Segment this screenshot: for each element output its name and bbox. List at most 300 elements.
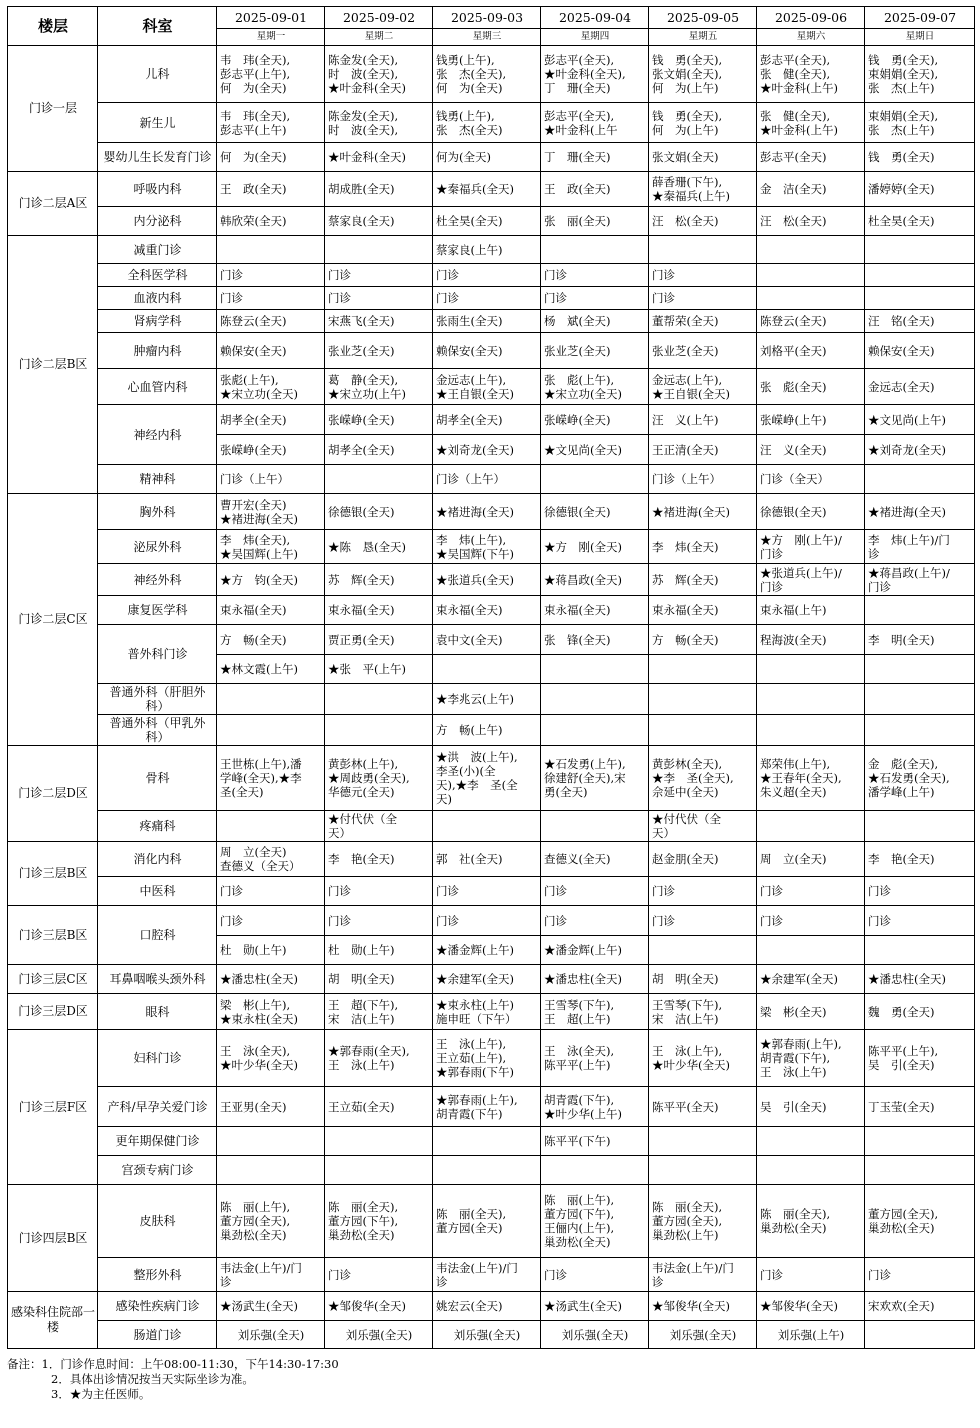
doctor-schedule-cell: 张嵘峥(全天) bbox=[325, 405, 433, 435]
doctor-schedule-cell bbox=[217, 1127, 325, 1156]
doctor-schedule-cell: 门诊（上午） bbox=[217, 465, 325, 494]
doctor-schedule-cell: 王 政(全天) bbox=[541, 172, 649, 207]
doctor-schedule-cell bbox=[757, 811, 865, 842]
doctor-schedule-cell bbox=[757, 936, 865, 965]
doctor-schedule-cell bbox=[325, 465, 433, 494]
doctor-schedule-cell: 陈 丽(全天), 董方园(全天) bbox=[433, 1185, 541, 1258]
doctor-schedule-cell: ★褚进海(全天) bbox=[865, 494, 975, 530]
schedule-row bbox=[8, 287, 975, 310]
doctor-schedule-cell: 汪 松(全天) bbox=[649, 207, 757, 236]
floor-cell: 门诊三层B区 bbox=[8, 906, 98, 965]
doctor-schedule-cell: 金远志(全天) bbox=[865, 369, 975, 405]
department-cell: 皮肤科 bbox=[98, 1185, 217, 1258]
schedule-row bbox=[8, 1292, 975, 1321]
doctor-schedule-cell bbox=[217, 684, 325, 715]
weekday-header: 星期三 bbox=[433, 29, 541, 46]
date-header: 2025-09-04 bbox=[541, 7, 649, 29]
department-cell: 胸外科 bbox=[98, 494, 217, 530]
schedule-row bbox=[8, 715, 975, 746]
doctor-schedule-cell: 陈 丽(上午), 董方园(下午), 王俪内(上午), 巢劲松(全天) bbox=[541, 1185, 649, 1258]
department-cell: 整形外科 bbox=[98, 1258, 217, 1292]
doctor-schedule-cell: 钱 勇(全天), 张文娟(全天), 何 为(上午) bbox=[649, 46, 757, 103]
doctor-schedule-cell bbox=[433, 1156, 541, 1185]
schedule-row bbox=[8, 842, 975, 877]
doctor-schedule-cell: ★褚进海(全天) bbox=[433, 494, 541, 530]
doctor-schedule-cell: 宋欢欢(全天) bbox=[865, 1292, 975, 1321]
doctor-schedule-cell: 李 明(全天) bbox=[865, 625, 975, 655]
department-cell: 新生儿 bbox=[98, 103, 217, 143]
doctor-schedule-cell: 门诊（上午） bbox=[649, 465, 757, 494]
schedule-row bbox=[8, 46, 975, 103]
doctor-schedule-cell: 周 立(全天) 查德义（全天） bbox=[217, 842, 325, 877]
doctor-schedule-cell: ★陈 恳(全天) bbox=[325, 530, 433, 564]
doctor-schedule-cell: ★余建军(全天) bbox=[433, 965, 541, 994]
doctor-schedule-cell: 张嵘峥(全天) bbox=[217, 435, 325, 465]
doctor-schedule-cell: ★蒋昌政(上午)/ 门诊 bbox=[865, 564, 975, 596]
doctor-schedule-cell: 胡 明(全天) bbox=[325, 965, 433, 994]
doctor-schedule-cell: 门诊 bbox=[541, 877, 649, 906]
note-line: 备注：1．门诊作息时间：上午08:00-11:30，下午14:30-17:30 bbox=[7, 1357, 339, 1371]
doctor-schedule-cell: 陈金发(全天), 时 波(全天), bbox=[325, 103, 433, 143]
weekday-header: 星期一 bbox=[217, 29, 325, 46]
doctor-schedule-cell: 束永福(全天) bbox=[433, 596, 541, 625]
doctor-schedule-cell: 门诊 bbox=[217, 264, 325, 287]
doctor-schedule-cell: 张 锋(全天) bbox=[541, 625, 649, 655]
department-cell: 内分泌科 bbox=[98, 207, 217, 236]
doctor-schedule-cell: ★邹俊华(全天) bbox=[757, 1292, 865, 1321]
doctor-schedule-cell: ★刘奇龙(全天) bbox=[433, 435, 541, 465]
doctor-schedule-cell: 李 艳(全天) bbox=[325, 842, 433, 877]
doctor-schedule-cell: 杜全昊(全天) bbox=[865, 207, 975, 236]
doctor-schedule-cell bbox=[649, 936, 757, 965]
doctor-schedule-cell: 李 炜(上午), ★吴国辉(下午) bbox=[433, 530, 541, 564]
doctor-schedule-cell: ★叶金科(全天) bbox=[325, 143, 433, 172]
doctor-schedule-cell: 韦法金(上午)/门 诊 bbox=[217, 1258, 325, 1292]
doctor-schedule-cell: 汪 义(上午) bbox=[649, 405, 757, 435]
doctor-schedule-cell: 门诊 bbox=[433, 906, 541, 936]
department-cell: 中医科 bbox=[98, 877, 217, 906]
department-cell: 耳鼻咽喉头颈外科 bbox=[98, 965, 217, 994]
doctor-schedule-cell: 张业芝(全天) bbox=[325, 333, 433, 369]
doctor-schedule-cell: 宋燕飞(全天) bbox=[325, 310, 433, 333]
doctor-schedule-cell: 李 炜(全天) bbox=[649, 530, 757, 564]
department-cell: 神经外科 bbox=[98, 564, 217, 596]
doctor-schedule-cell: 丁 珊(全天) bbox=[541, 143, 649, 172]
doctor-schedule-cell: 杜全昊(全天) bbox=[433, 207, 541, 236]
doctor-schedule-cell bbox=[865, 655, 975, 684]
doctor-schedule-cell: 张业芝(全天) bbox=[541, 333, 649, 369]
doctor-schedule-cell: 钱勇(上午), 张 杰(全天) bbox=[433, 103, 541, 143]
note-line: 2．具体出诊情况按当天实际坐诊为准。 bbox=[51, 1372, 254, 1386]
schedule-row bbox=[8, 684, 975, 715]
header-row-dates bbox=[8, 7, 975, 29]
doctor-schedule-cell: 张嵘峥(上午) bbox=[757, 405, 865, 435]
doctor-schedule-cell: 方 畅(全天) bbox=[649, 625, 757, 655]
doctor-schedule-cell: 刘乐强(全天) bbox=[217, 1321, 325, 1349]
doctor-schedule-cell: 王 泳(全天), 陈平平(上午) bbox=[541, 1030, 649, 1087]
department-cell: 肠道门诊 bbox=[98, 1321, 217, 1349]
doctor-schedule-cell: 陈 丽(全天), 巢劲松(全天) bbox=[757, 1185, 865, 1258]
schedule-row bbox=[8, 264, 975, 287]
doctor-schedule-cell: 韦法金(上午)/门 诊 bbox=[433, 1258, 541, 1292]
doctor-schedule-cell: ★潘忠柱(全天) bbox=[541, 965, 649, 994]
schedule-row bbox=[8, 310, 975, 333]
date-header: 2025-09-01 bbox=[217, 7, 325, 29]
floor-cell: 门诊二层C区 bbox=[8, 494, 98, 746]
floor-cell: 门诊二层A区 bbox=[8, 172, 98, 236]
department-cell: 眼科 bbox=[98, 994, 217, 1030]
doctor-schedule-cell: ★余建军(全天) bbox=[757, 965, 865, 994]
schedule-row bbox=[8, 405, 975, 435]
doctor-schedule-cell: 黄彭林(全天), ★李 圣(全天), 佘延中(全天) bbox=[649, 746, 757, 811]
doctor-schedule-cell: 蔡家良(全天) bbox=[325, 207, 433, 236]
department-cell: 泌尿外科 bbox=[98, 530, 217, 564]
schedule-row bbox=[8, 965, 975, 994]
schedule-row bbox=[8, 1185, 975, 1258]
schedule-row bbox=[8, 333, 975, 369]
weekday-header: 星期六 bbox=[757, 29, 865, 46]
schedule-row bbox=[8, 1321, 975, 1349]
doctor-schedule-cell: 杜 勋(上午) bbox=[325, 936, 433, 965]
doctor-schedule-cell bbox=[865, 465, 975, 494]
doctor-schedule-cell: 刘乐强(全天) bbox=[649, 1321, 757, 1349]
doctor-schedule-cell: 金 洁(全天) bbox=[757, 172, 865, 207]
doctor-schedule-cell: 何为(全天) bbox=[433, 143, 541, 172]
doctor-schedule-cell bbox=[649, 684, 757, 715]
floor-cell: 门诊三层D区 bbox=[8, 994, 98, 1030]
department-cell: 呼吸内科 bbox=[98, 172, 217, 207]
doctor-schedule-cell: 张文娟(全天) bbox=[649, 143, 757, 172]
doctor-schedule-cell: 金远志(上午), ★王自银(全天) bbox=[649, 369, 757, 405]
department-cell: 肾病学科 bbox=[98, 310, 217, 333]
doctor-schedule-cell: 门诊 bbox=[865, 877, 975, 906]
doctor-schedule-cell: 钱 勇(全天) bbox=[865, 143, 975, 172]
doctor-schedule-cell: ★邹俊华(全天) bbox=[325, 1292, 433, 1321]
schedule-table bbox=[7, 6, 975, 1349]
doctor-schedule-cell bbox=[541, 465, 649, 494]
doctor-schedule-cell: 门诊 bbox=[433, 877, 541, 906]
schedule-row bbox=[8, 369, 975, 405]
floor-header: 楼层 bbox=[8, 7, 98, 46]
doctor-schedule-cell bbox=[757, 236, 865, 264]
doctor-schedule-cell bbox=[865, 1321, 975, 1349]
doctor-schedule-cell: 门诊 bbox=[433, 264, 541, 287]
doctor-schedule-cell: 董帮荣(全天) bbox=[649, 310, 757, 333]
doctor-schedule-cell: 门诊 bbox=[649, 264, 757, 287]
doctor-schedule-cell bbox=[865, 1127, 975, 1156]
doctor-schedule-cell: 刘乐强(上午) bbox=[757, 1321, 865, 1349]
doctor-schedule-cell bbox=[865, 596, 975, 625]
doctor-schedule-cell: ★郭春雨(上午), 胡青霞(下午), 王 泳(上午) bbox=[757, 1030, 865, 1087]
doctor-schedule-cell: 刘乐强(全天) bbox=[325, 1321, 433, 1349]
doctor-schedule-cell bbox=[865, 1156, 975, 1185]
doctor-schedule-cell: 杜 勋(上午) bbox=[217, 936, 325, 965]
schedule-row bbox=[8, 746, 975, 811]
doctor-schedule-cell: 姚宏云(全天) bbox=[433, 1292, 541, 1321]
doctor-schedule-cell: 梁 彬(上午), ★束永柱(全天) bbox=[217, 994, 325, 1030]
doctor-schedule-cell: 胡成胜(全天) bbox=[325, 172, 433, 207]
doctor-schedule-cell: 王雪琴(下午), 王 超(上午) bbox=[541, 994, 649, 1030]
doctor-schedule-cell: ★方 刚(上午)/ 门诊 bbox=[757, 530, 865, 564]
doctor-schedule-cell: 王 政(全天) bbox=[217, 172, 325, 207]
doctor-schedule-cell: 郑荣伟(上午), ★王春年(全天), 朱义超(全天) bbox=[757, 746, 865, 811]
doctor-schedule-cell: ★文见尚(全天) bbox=[541, 435, 649, 465]
doctor-schedule-cell: 胡孝全(全天) bbox=[217, 405, 325, 435]
doctor-schedule-cell bbox=[541, 655, 649, 684]
department-cell: 宫颈专病门诊 bbox=[98, 1156, 217, 1185]
floor-cell: 门诊二层D区 bbox=[8, 746, 98, 842]
doctor-schedule-cell: 门诊 bbox=[325, 906, 433, 936]
doctor-schedule-cell: 门诊 bbox=[757, 877, 865, 906]
doctor-schedule-cell: ★郭春雨(全天), 王 泳(上午) bbox=[325, 1030, 433, 1087]
doctor-schedule-cell: ★林文霞(上午) bbox=[217, 655, 325, 684]
doctor-schedule-cell: 何 为(全天) bbox=[217, 143, 325, 172]
doctor-schedule-cell bbox=[433, 811, 541, 842]
doctor-schedule-cell: ★邹俊华(全天) bbox=[649, 1292, 757, 1321]
doctor-schedule-cell: 方 畅(全天) bbox=[217, 625, 325, 655]
doctor-schedule-cell: 张嵘峥(全天) bbox=[541, 405, 649, 435]
schedule-row bbox=[8, 596, 975, 625]
schedule-row bbox=[8, 494, 975, 530]
doctor-schedule-cell: 门诊 bbox=[757, 906, 865, 936]
doctor-schedule-cell: 陈平平(全天) bbox=[649, 1087, 757, 1127]
doctor-schedule-cell: 金 彪(全天), ★石发勇(全天), 潘学峰(上午) bbox=[865, 746, 975, 811]
doctor-schedule-cell: ★汤武生(全天) bbox=[541, 1292, 649, 1321]
doctor-schedule-cell: 金远志(上午), ★王自银(全天) bbox=[433, 369, 541, 405]
doctor-schedule-cell: 赖保安(全天) bbox=[865, 333, 975, 369]
note-line: 3．★为主任医师。 bbox=[51, 1387, 151, 1401]
floor-cell: 感染科住院部一楼 bbox=[8, 1292, 98, 1349]
doctor-schedule-cell bbox=[541, 811, 649, 842]
doctor-schedule-cell: 赖保安(全天) bbox=[433, 333, 541, 369]
department-cell: 精神科 bbox=[98, 465, 217, 494]
doctor-schedule-cell: 陈平平(上午), 吴 引(全天) bbox=[865, 1030, 975, 1087]
doctor-schedule-cell: 徐德银(全天) bbox=[325, 494, 433, 530]
doctor-schedule-cell bbox=[217, 811, 325, 842]
doctor-schedule-cell: 陈平平(下午) bbox=[541, 1127, 649, 1156]
doctor-schedule-cell: 陈 丽(上午), 董方园(全天), 巢劲松(全天) bbox=[217, 1185, 325, 1258]
date-header: 2025-09-03 bbox=[433, 7, 541, 29]
doctor-schedule-cell: 门诊 bbox=[217, 287, 325, 310]
doctor-schedule-cell: 门诊 bbox=[865, 906, 975, 936]
floor-cell: 门诊三层F区 bbox=[8, 1030, 98, 1185]
schedule-row bbox=[8, 465, 975, 494]
doctor-schedule-cell: 束永福(全天) bbox=[649, 596, 757, 625]
doctor-schedule-cell: 王亚男(全天) bbox=[217, 1087, 325, 1127]
doctor-schedule-cell: ★潘金辉(上午) bbox=[433, 936, 541, 965]
doctor-schedule-cell bbox=[757, 684, 865, 715]
department-cell: 心血管内科 bbox=[98, 369, 217, 405]
doctor-schedule-cell: ★潘忠柱(全天) bbox=[865, 965, 975, 994]
doctor-schedule-cell: 门诊（全天） bbox=[757, 465, 865, 494]
doctor-schedule-cell: 方 畅(上午) bbox=[433, 715, 541, 746]
department-cell: 儿科 bbox=[98, 46, 217, 103]
department-cell: 肿瘤内科 bbox=[98, 333, 217, 369]
doctor-schedule-cell: 苏 辉(全天) bbox=[325, 564, 433, 596]
schedule-row bbox=[8, 172, 975, 207]
doctor-schedule-cell: 胡孝全(全天) bbox=[325, 435, 433, 465]
doctor-schedule-cell: 吴 引(全天) bbox=[757, 1087, 865, 1127]
doctor-schedule-cell: ★文见尚(上午) bbox=[865, 405, 975, 435]
doctor-schedule-cell: 门诊 bbox=[325, 1258, 433, 1292]
doctor-schedule-cell: 张彪(上午), ★宋立功(全天) bbox=[217, 369, 325, 405]
department-cell: 神经内科 bbox=[98, 405, 217, 465]
doctor-schedule-cell: 胡青霞(下午), ★叶少华(上午) bbox=[541, 1087, 649, 1127]
doctor-schedule-cell: 韦 玮(全天), 彭志平(上午), 何 为(全天) bbox=[217, 46, 325, 103]
doctor-schedule-cell: ★刘奇龙(全天) bbox=[865, 435, 975, 465]
department-cell: 普外科门诊 bbox=[98, 625, 217, 684]
department-cell: 血液内科 bbox=[98, 287, 217, 310]
doctor-schedule-cell: 赖保安(全天) bbox=[217, 333, 325, 369]
doctor-schedule-cell: 门诊 bbox=[649, 906, 757, 936]
date-header: 2025-09-05 bbox=[649, 7, 757, 29]
department-cell: 消化内科 bbox=[98, 842, 217, 877]
schedule-row bbox=[8, 625, 975, 655]
doctor-schedule-cell: 张 彪(上午), ★宋立功(全天) bbox=[541, 369, 649, 405]
schedule-row bbox=[8, 564, 975, 596]
doctor-schedule-cell bbox=[649, 1127, 757, 1156]
doctor-schedule-cell: ★秦福兵(全天) bbox=[433, 172, 541, 207]
doctor-schedule-cell: 门诊 bbox=[541, 287, 649, 310]
doctor-schedule-cell: 胡孝全(全天) bbox=[433, 405, 541, 435]
doctor-schedule-cell bbox=[541, 1156, 649, 1185]
doctor-schedule-cell: 苏 辉(全天) bbox=[649, 564, 757, 596]
doctor-schedule-cell: ★付代伏（全 天） bbox=[325, 811, 433, 842]
doctor-schedule-cell: 彭志平(全天), ★叶金科(全天), 丁 珊(全天) bbox=[541, 46, 649, 103]
doctor-schedule-cell: 张 彪(全天) bbox=[757, 369, 865, 405]
weekday-header: 星期日 bbox=[865, 29, 975, 46]
doctor-schedule-cell: 门诊 bbox=[541, 264, 649, 287]
doctor-schedule-cell: ★方 钧(全天) bbox=[217, 564, 325, 596]
doctor-schedule-cell: 刘乐强(全天) bbox=[433, 1321, 541, 1349]
doctor-schedule-cell: 陈登云(全天) bbox=[217, 310, 325, 333]
schedule-row bbox=[8, 877, 975, 906]
doctor-schedule-cell: 门诊 bbox=[541, 1258, 649, 1292]
weekday-header: 星期四 bbox=[541, 29, 649, 46]
doctor-schedule-cell: 蔡家良(上午) bbox=[433, 236, 541, 264]
doctor-schedule-cell: 程海波(全天) bbox=[757, 625, 865, 655]
doctor-schedule-cell: 束娟娟(全天), 张 杰(上午) bbox=[865, 103, 975, 143]
doctor-schedule-cell: 袁中文(全天) bbox=[433, 625, 541, 655]
doctor-schedule-cell bbox=[541, 715, 649, 746]
doctor-schedule-cell: ★付代伏（全 天） bbox=[649, 811, 757, 842]
date-header: 2025-09-02 bbox=[325, 7, 433, 29]
department-cell: 减重门诊 bbox=[98, 236, 217, 264]
doctor-schedule-cell: 汪 松(全天) bbox=[757, 207, 865, 236]
doctor-schedule-cell: 查德义(全天) bbox=[541, 842, 649, 877]
doctor-schedule-cell: 丁玉莹(全天) bbox=[865, 1087, 975, 1127]
doctor-schedule-cell bbox=[541, 684, 649, 715]
department-cell: 普通外科（甲乳外科） bbox=[98, 715, 217, 746]
department-cell: 妇科门诊 bbox=[98, 1030, 217, 1087]
doctor-schedule-cell bbox=[865, 287, 975, 310]
doctor-schedule-cell: 陈 丽(全天), 董方园(下午), 巢劲松(全天) bbox=[325, 1185, 433, 1258]
doctor-schedule-cell: 李 炜(上午)/门 诊 bbox=[865, 530, 975, 564]
doctor-schedule-cell bbox=[757, 1156, 865, 1185]
doctor-schedule-cell: 陈金发(全天), 时 波(全天), ★叶金科(全天) bbox=[325, 46, 433, 103]
doctor-schedule-cell bbox=[757, 715, 865, 746]
schedule-row bbox=[8, 143, 975, 172]
dept-header: 科室 bbox=[98, 7, 217, 46]
doctor-schedule-cell: 王 超(下午), 宋 洁(上午) bbox=[325, 994, 433, 1030]
doctor-schedule-cell: 薛香珊(下午), ★秦福兵(上午) bbox=[649, 172, 757, 207]
doctor-schedule-cell: ★张道兵(全天) bbox=[433, 564, 541, 596]
doctor-schedule-cell bbox=[865, 264, 975, 287]
doctor-schedule-cell: 李 炜(全天), ★吴国辉(上午) bbox=[217, 530, 325, 564]
department-cell: 口腔科 bbox=[98, 906, 217, 965]
doctor-schedule-cell: 王世栋(上午),潘 学峰(全天),★李 圣(全天) bbox=[217, 746, 325, 811]
doctor-schedule-cell: 刘格平(全天) bbox=[757, 333, 865, 369]
doctor-schedule-cell: 郭 社(全天) bbox=[433, 842, 541, 877]
doctor-schedule-cell: 汪 铭(全天) bbox=[865, 310, 975, 333]
doctor-schedule-cell bbox=[541, 236, 649, 264]
doctor-schedule-cell: ★汤武生(全天) bbox=[217, 1292, 325, 1321]
doctor-schedule-cell: 汪 义(全天) bbox=[757, 435, 865, 465]
doctor-schedule-cell: 彭志平(全天), 张 健(全天), ★叶金科(上午) bbox=[757, 46, 865, 103]
doctor-schedule-cell: 彭志平(全天), ★叶金科(上午 bbox=[541, 103, 649, 143]
doctor-schedule-cell: ★方 刚(全天) bbox=[541, 530, 649, 564]
doctor-schedule-cell: 张 丽(全天) bbox=[541, 207, 649, 236]
doctor-schedule-cell bbox=[649, 655, 757, 684]
doctor-schedule-cell: 董方园(全天), 巢劲松(全天) bbox=[865, 1185, 975, 1258]
doctor-schedule-cell: ★潘忠柱(全天) bbox=[217, 965, 325, 994]
doctor-schedule-cell: ★褚进海(全天) bbox=[649, 494, 757, 530]
doctor-schedule-cell: 徐德银(全天) bbox=[757, 494, 865, 530]
doctor-schedule-cell: 钱 勇(全天), 束娟娟(全天), 张 杰(上午) bbox=[865, 46, 975, 103]
schedule-row bbox=[8, 103, 975, 143]
schedule-row bbox=[8, 236, 975, 264]
floor-cell: 门诊一层 bbox=[8, 46, 98, 172]
doctor-schedule-cell: 徐德银(全天) bbox=[541, 494, 649, 530]
doctor-schedule-cell: 韦 玮(全天), 彭志平(上午) bbox=[217, 103, 325, 143]
doctor-schedule-cell: 门诊 bbox=[325, 264, 433, 287]
doctor-schedule-cell: 曹开宏(全天) ★褚进海(全天) bbox=[217, 494, 325, 530]
schedule-row bbox=[8, 811, 975, 842]
doctor-schedule-cell: 梁 彬(全天) bbox=[757, 994, 865, 1030]
doctor-schedule-cell: 王立茹(全天) bbox=[325, 1087, 433, 1127]
doctor-schedule-cell: 周 立(全天) bbox=[757, 842, 865, 877]
doctor-schedule-cell: 王 泳(上午), 王立茹(上午), ★郭春雨(下午) bbox=[433, 1030, 541, 1087]
doctor-schedule-cell: 门诊 bbox=[217, 877, 325, 906]
weekday-header: 星期五 bbox=[649, 29, 757, 46]
doctor-schedule-cell: 束永福(上午) bbox=[757, 596, 865, 625]
doctor-schedule-cell: 钱 勇(全天), 何 为(上午) bbox=[649, 103, 757, 143]
doctor-schedule-cell bbox=[649, 715, 757, 746]
doctor-schedule-cell: ★洪 波(上午), 李圣(小)(全 天),★李 圣(全 天) bbox=[433, 746, 541, 811]
schedule-row bbox=[8, 1156, 975, 1185]
doctor-schedule-cell: ★张 平(上午) bbox=[325, 655, 433, 684]
doctor-schedule-cell bbox=[757, 1127, 865, 1156]
doctor-schedule-cell bbox=[865, 715, 975, 746]
doctor-schedule-cell: 潘婷婷(全天) bbox=[865, 172, 975, 207]
doctor-schedule-cell bbox=[865, 936, 975, 965]
doctor-schedule-cell: 门诊 bbox=[433, 287, 541, 310]
doctor-schedule-cell: 葛 静(全天), ★宋立功(上午) bbox=[325, 369, 433, 405]
doctor-schedule-cell: 王 泳(上午), ★叶少华(全天) bbox=[649, 1030, 757, 1087]
doctor-schedule-cell: 陈 丽(全天), 董方园(全天), 巢劲松(上午) bbox=[649, 1185, 757, 1258]
department-cell: 疼痛科 bbox=[98, 811, 217, 842]
doctor-schedule-cell: ★石发勇(上午), 徐建舒(全天),宋 勇(全天) bbox=[541, 746, 649, 811]
doctor-schedule-cell: ★蒋昌政(全天) bbox=[541, 564, 649, 596]
doctor-schedule-cell bbox=[757, 655, 865, 684]
doctor-schedule-cell: 门诊 bbox=[649, 287, 757, 310]
doctor-schedule-cell: ★张道兵(上午)/ 门诊 bbox=[757, 564, 865, 596]
doctor-schedule-cell bbox=[757, 264, 865, 287]
doctor-schedule-cell: 赵金朋(全天) bbox=[649, 842, 757, 877]
doctor-schedule-cell: 张雨生(全天) bbox=[433, 310, 541, 333]
doctor-schedule-cell: ★李兆云(上午) bbox=[433, 684, 541, 715]
doctor-schedule-cell bbox=[217, 715, 325, 746]
